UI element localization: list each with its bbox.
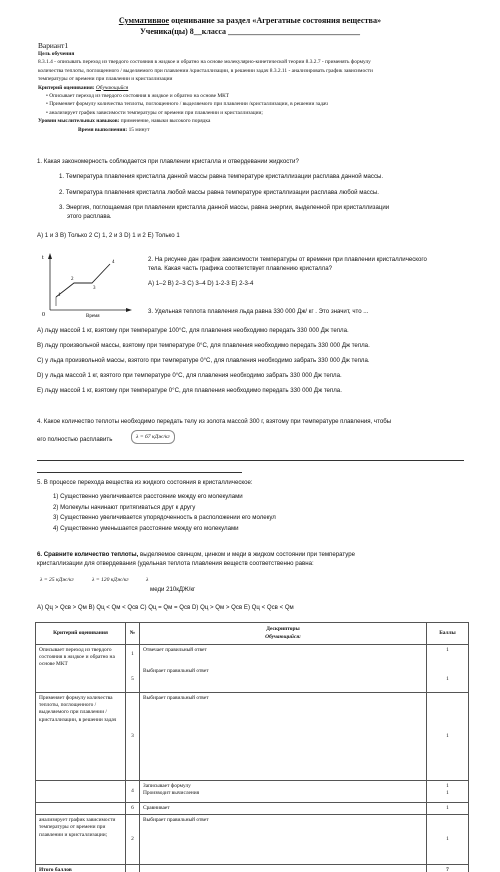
q3-option-b: В) льду произвольной массы, взятому при температуре 0°С, для плавления необходимо передать 330 000 Дж тепла. bbox=[37, 342, 370, 349]
q1-option-3-cont: этого расплава. bbox=[67, 212, 112, 220]
rubric-desc: Записывает формулу Производит вычисления bbox=[140, 781, 427, 803]
q6-answers: А) Qц > Qсв > Qм В) Qц < Qм < Qсв С) Qц = Qм = Qсв D) Qц > Qм > Qсв Е) Qц < Qсв < Qм bbox=[37, 604, 294, 611]
goal-text-1: 8.3.1.4 - описывать переход из твердого состояния в жидкое и обратно на основе молекулярно-кинетической теории 8.3.2.7 - применять формулу bbox=[38, 59, 371, 66]
rubric-desc: Выбирает правильный ответ bbox=[140, 693, 427, 781]
meta-block bbox=[38, 50, 468, 134]
q2-question-b: тела. Какая часть графика соответствует плавлению кристалла? bbox=[148, 264, 332, 272]
q4-formula: λ = 67 кДж/кг bbox=[131, 430, 175, 444]
q6-formula-3: λ bbox=[146, 577, 149, 583]
graph-x-label: Время bbox=[86, 314, 100, 318]
q3-option-e: Е) льду массой 1 кг, взятому при температуре 0°С, для плавления необходимо передать 330 000 Дж тепла. bbox=[37, 387, 342, 394]
rubric-table bbox=[35, 622, 469, 872]
rubric-points: 1 1 bbox=[427, 645, 469, 693]
rubric-points: 1 bbox=[427, 815, 469, 865]
goal-text-3: температуры от времени при плавлении и кристаллизации bbox=[38, 76, 173, 83]
rubric-header-points: Баллы bbox=[427, 623, 469, 645]
q1-option-2: 2. Температура плавления кристалла любой массы равна температуре кристаллизации расплава любой массы. bbox=[59, 188, 379, 196]
rubric-num: 3 bbox=[126, 693, 140, 781]
q6-question bbox=[37, 551, 477, 568]
rubric-desc: Отвечает правильный ответ Выбирает правильный ответ bbox=[140, 645, 427, 693]
q1-option-3: 3. Энергия, поглощаемая при плавлении кристалла данной массы, равна энергии, выделенной при кристаллизации bbox=[59, 204, 390, 212]
rubric-total-label: Итого баллов bbox=[36, 865, 126, 872]
rubric-criteria: анализирует график зависимости температуры от времени при плавлении и кристаллизации; bbox=[36, 815, 126, 865]
q5-item: 4) Существенно уменьшается расстояние между его молекулами bbox=[53, 524, 239, 532]
table-row-total bbox=[36, 865, 469, 872]
rubric-num: 1 5 bbox=[126, 645, 140, 693]
criteria-item: • анализирует график зависимости температуры от времени при плавлении и кристаллизации; bbox=[46, 109, 263, 116]
levels-text: применение, навыки высокого порядка bbox=[119, 118, 211, 125]
q6-formula-2: λ = 120 кДж/кг bbox=[92, 577, 129, 583]
q1-option-1: 1. Температура плавления кристалла данной массы равна температуре кристаллизации расплава данной массы. bbox=[59, 173, 384, 180]
rubric-criteria bbox=[36, 803, 126, 815]
graph-point-3: 3 bbox=[93, 286, 96, 291]
graph-x-arrow bbox=[126, 308, 132, 312]
rubric-num: 6 bbox=[126, 803, 140, 815]
criteria-label: Критерий оценивания: bbox=[38, 84, 95, 91]
q3-question: 3. Удельная теплота плавления льда равна 330 000 Дж/ кг . Это значит, что ... bbox=[148, 308, 369, 315]
rubric-desc: Сравнивает bbox=[140, 803, 427, 815]
q3-option-c: С) у льда произвольной массы, взятого при температуре 0°С, для плавления необходимо забрать 330 000 Дж тепла. bbox=[37, 357, 370, 364]
time-label: Время выполнения: bbox=[78, 126, 128, 133]
goal-label: Цель обучения bbox=[38, 51, 75, 57]
table-row bbox=[36, 645, 469, 693]
q6-formula-tail: меди 210кДЖ/кг bbox=[150, 586, 196, 593]
goal-text-2: количества теплоты, поглощенного / выделяемого при плавлении /кристаллизации, в решении задач 8.3.2.11 - анализировать график зависимости bbox=[38, 67, 373, 74]
q3-options bbox=[37, 323, 477, 398]
q4-question-b: его полностью расплавить bbox=[37, 436, 113, 443]
q2-question-a: 2. На рисунке дан график зависимости температуры от времени при плавлении кристаллического bbox=[148, 256, 427, 263]
q4-question-a: 4. Какое количество теплоты необходимо передать телу из золота массой 300 г, взятому при температуре плавления, чтобы bbox=[37, 418, 392, 425]
rubric-header-desc: Дескрипторы Обучающийся: bbox=[140, 623, 427, 645]
q2-answers: А) 1–2 В) 2–3 С) 3–4 D) 1-2-3 Е) 2-3-4 bbox=[148, 280, 254, 287]
q6-question-rest: выделяемое свинцом, цинком и меди в жидком состоянии при температуре bbox=[138, 551, 355, 558]
q5-item: 1) Существенно увеличивается расстояние между его молекулами bbox=[53, 493, 243, 500]
rubric-criteria: Применяет формулу количества теплоты, поглощенного / выделяемого при плавлении /кристаллизации, в решении задач bbox=[36, 693, 126, 781]
q6-question-b: кристаллизации для отвердевания (удельная теплота плавления веществ соответственно равна: bbox=[37, 559, 314, 567]
q6-question-bold: 6. Сравните количество теплоты, bbox=[37, 551, 139, 558]
q1-options bbox=[59, 173, 479, 221]
rubric-points: 1 bbox=[427, 693, 469, 781]
criteria-item: • Применяет формулу количества теплоты, поглощенного / выделяемого при плавлении /кристаллизации, в решении задач bbox=[46, 101, 328, 108]
criteria-item: • Описывает переход из твердого состояния в жидкое и обратно на основе МКТ bbox=[46, 93, 230, 100]
table-row bbox=[36, 781, 469, 803]
rubric-criteria bbox=[36, 781, 126, 803]
criteria-note: Обучающийся bbox=[95, 84, 129, 91]
table-row bbox=[36, 803, 469, 815]
rubric-num: 2 bbox=[126, 815, 140, 865]
rubric-num: 4 bbox=[126, 781, 140, 803]
graph-y-label: t bbox=[42, 255, 44, 261]
variant-label: Вариант1 bbox=[38, 41, 69, 50]
answer-line-2 bbox=[37, 472, 242, 473]
q1-question: 1. Какая закономерность соблюдается при плавлении кристалла и отвердевании жидкости? bbox=[37, 158, 299, 165]
time-text: 15 минут bbox=[127, 126, 150, 133]
rubric-header-criteria: Критерий оценивания bbox=[36, 623, 126, 645]
rubric-points: 1 1 bbox=[427, 781, 469, 803]
rubric-desc: Выбирает правильный ответ bbox=[140, 815, 427, 865]
table-row bbox=[36, 815, 469, 865]
q1-answers: А) 1 и 3 В) Только 2 С) 1, 2 и 3 D) 1 и 2 Е) Только 1 bbox=[37, 232, 180, 239]
q3-option-d: D) у льда массой 1 кг, взятого при температуре 0°С, для плавления необходимо забрать 330 000 Дж тепла. bbox=[37, 372, 342, 379]
q5-item: 2) Молекулы начинают притягиваться друг к другу bbox=[53, 503, 196, 511]
title-underlined: Суммативное bbox=[118, 16, 170, 25]
title-rest: оценивание за раздел «Агрегатные состояния вещества» bbox=[169, 16, 382, 25]
rubric-criteria: Описывает переход из твердого состояния в жидкое и обратно на основе МКТ bbox=[36, 645, 126, 693]
rubric-total: 7 bbox=[427, 865, 469, 872]
q6-formula-1: λ = 25 кДж/кг bbox=[40, 577, 74, 583]
q5-items bbox=[53, 492, 276, 534]
graph-point-1: 1 bbox=[58, 293, 61, 298]
q5-item: 3) Существенно увеличивается упорядоченность в расположении его молекул bbox=[53, 514, 276, 522]
table-row bbox=[36, 693, 469, 781]
graph-origin: 0 bbox=[42, 312, 45, 318]
rubric-header-num: № bbox=[126, 623, 140, 645]
q2-graph bbox=[38, 250, 138, 318]
graph-y-arrow bbox=[48, 253, 52, 259]
graph-curve bbox=[56, 264, 110, 297]
student-class-line: Ученика(цы) 8__класса _________________________________ bbox=[139, 27, 361, 36]
q3-option-a: А) льду массой 1 кг, взятому при температуре 100°С, для плавления необходимо передать 330 000 Дж тепла. bbox=[37, 327, 349, 334]
page-title bbox=[0, 16, 500, 25]
graph-point-4: 4 bbox=[112, 260, 115, 265]
answer-line-1 bbox=[37, 460, 464, 461]
levels-label: Уровни мыслительных навыков: bbox=[38, 118, 120, 125]
graph-point-2: 2 bbox=[71, 277, 74, 282]
q5-question: 5. В процессе перехода вещества из жидкого состояния в кристаллическое: bbox=[37, 479, 253, 486]
q2-question bbox=[148, 256, 478, 273]
rubric-points: 1 bbox=[427, 803, 469, 815]
